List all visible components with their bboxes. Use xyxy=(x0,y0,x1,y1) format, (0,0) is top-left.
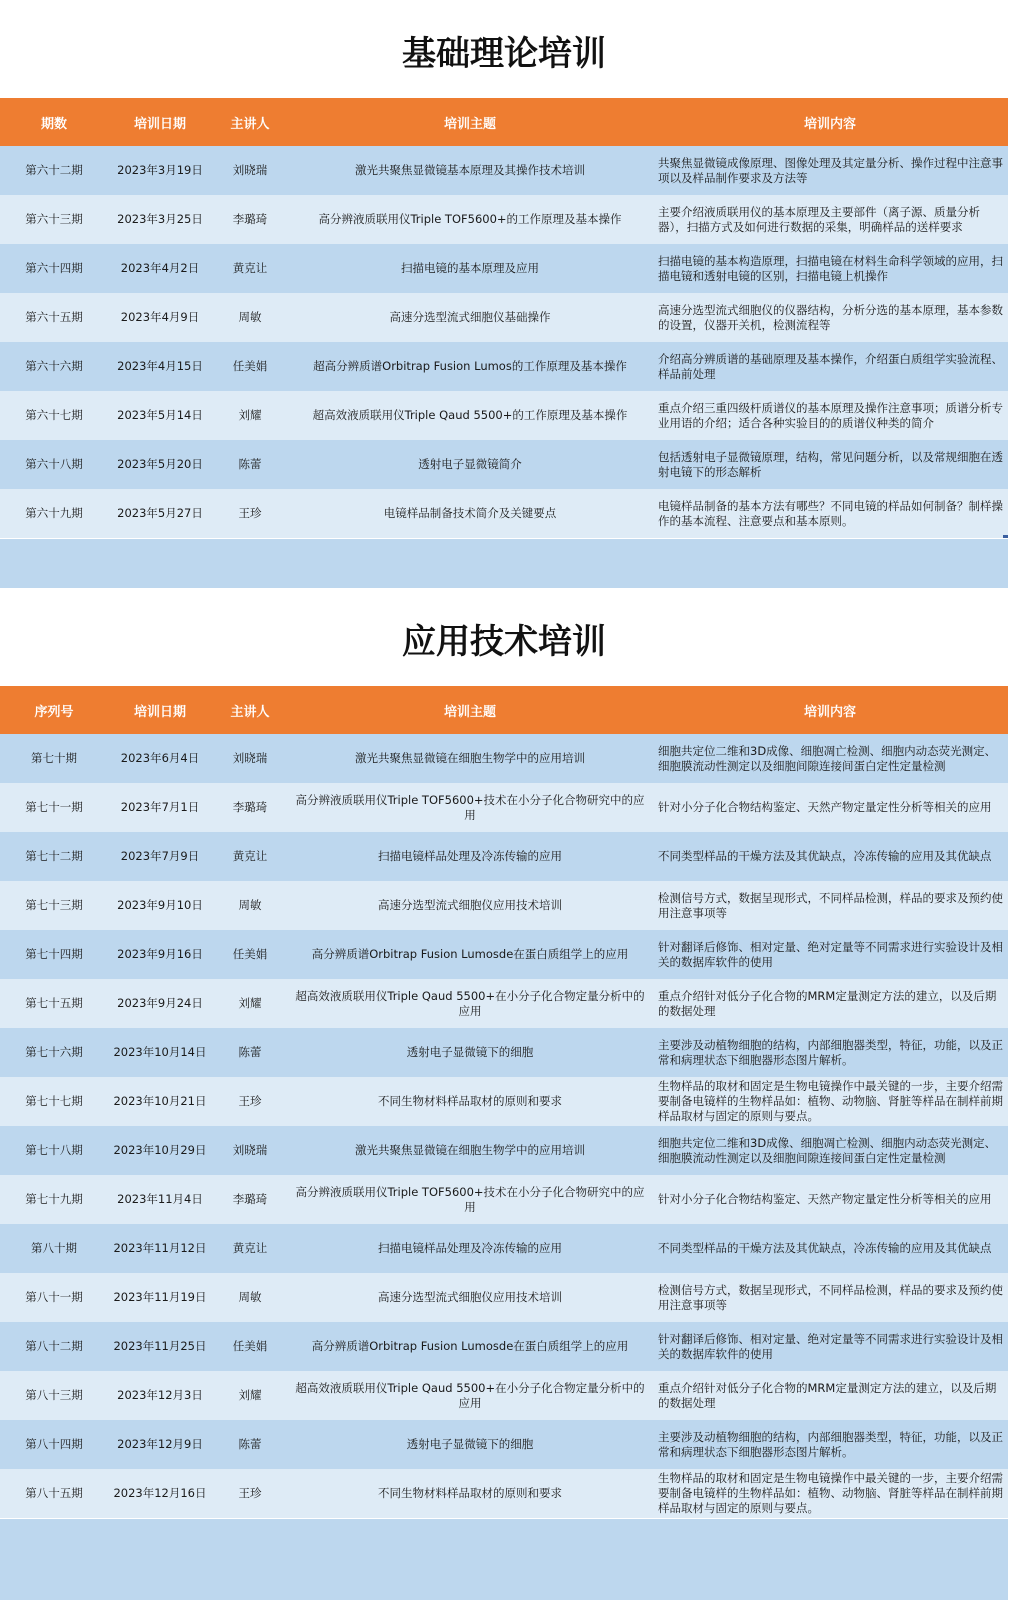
cell-content: 细胞共定位二维和3D成像、细胞凋亡检测、细胞内动态荧光测定、细胞膜流动性测定以及细胞间隙连接间蛋白定性定量检测 xyxy=(652,734,1008,783)
cell-date: 2023年9月16日 xyxy=(108,930,212,979)
cell-period: 第六十六期 xyxy=(0,342,108,391)
cell-topic: 电镜样品制备技术简介及关键要点 xyxy=(288,489,652,538)
cell-period: 第八十三期 xyxy=(0,1371,108,1420)
cell-date: 2023年10月14日 xyxy=(108,1028,212,1077)
cell-period: 第八十五期 xyxy=(0,1469,108,1518)
cell-topic: 扫描电镜的基本原理及应用 xyxy=(288,244,652,293)
cell-content: 介绍高分辨质谱的基础原理及基本操作，介绍蛋白质组学实验流程、样品前处理 xyxy=(652,342,1008,391)
cell-speaker: 刘晓瑞 xyxy=(212,734,288,783)
cell-period: 第六十四期 xyxy=(0,244,108,293)
cell-topic: 高速分选型流式细胞仪基础操作 xyxy=(288,293,652,342)
cell-speaker: 陈蕾 xyxy=(212,1028,288,1077)
cell-content: 重点介绍三重四级杆质谱仪的基本原理及操作注意事项；质谱分析专业用语的介绍；适合各种实验目的的质谱仪种类的简介 xyxy=(652,391,1008,440)
section-title-applied: 应用技术培训 xyxy=(402,622,606,662)
cell-date: 2023年11月12日 xyxy=(108,1224,212,1273)
cell-period: 第六十八期 xyxy=(0,440,108,489)
cell-content: 针对翻译后修饰、相对定量、绝对定量等不同需求进行实验设计及相关的数据库软件的使用 xyxy=(652,930,1008,979)
cell-topic: 超高分辨质谱Orbitrap Fusion Lumos的工作原理及基本操作 xyxy=(288,342,652,391)
cell-speaker: 李璐琦 xyxy=(212,1175,288,1224)
cell-date: 2023年11月19日 xyxy=(108,1273,212,1322)
cell-content: 主要涉及动植物细胞的结构，内部细胞器类型，特征，功能，以及正常和病理状态下细胞器形态图片解析。 xyxy=(652,1420,1008,1469)
cell-content: 重点介绍针对低分子化合物的MRM定量测定方法的建立，以及后期的数据处理 xyxy=(652,979,1008,1028)
table-row xyxy=(0,783,1008,832)
table-row xyxy=(0,195,1008,244)
cell-period: 第七十二期 xyxy=(0,832,108,881)
basic-training-rows xyxy=(0,146,1008,538)
cell-speaker: 王珍 xyxy=(212,489,288,538)
cell-period: 第七十一期 xyxy=(0,783,108,832)
cell-period: 第七十八期 xyxy=(0,1126,108,1175)
cell-speaker: 任美娟 xyxy=(212,342,288,391)
cell-period: 第八十一期 xyxy=(0,1273,108,1322)
cell-content: 共聚焦显微镜成像原理、图像处理及其定量分析、操作过程中注意事项以及样品制作要求及方法等 xyxy=(652,146,1008,195)
table-row xyxy=(0,391,1008,440)
cell-speaker: 刘晓瑞 xyxy=(212,1126,288,1175)
cell-speaker: 刘耀 xyxy=(212,391,288,440)
cell-date: 2023年6月4日 xyxy=(108,734,212,783)
cell-speaker: 陈蕾 xyxy=(212,1420,288,1469)
cell-date: 2023年7月1日 xyxy=(108,783,212,832)
cell-speaker: 刘耀 xyxy=(212,979,288,1028)
cell-speaker: 李璐琦 xyxy=(212,783,288,832)
table-row xyxy=(0,1469,1008,1518)
cell-date: 2023年7月9日 xyxy=(108,832,212,881)
cell-speaker: 陈蕾 xyxy=(212,440,288,489)
table-row xyxy=(0,1371,1008,1420)
cell-topic: 高速分选型流式细胞仪应用技术培训 xyxy=(288,1273,652,1322)
cell-speaker: 王珍 xyxy=(212,1077,288,1126)
cell-period: 第八十二期 xyxy=(0,1322,108,1371)
cell-speaker: 刘晓瑞 xyxy=(212,146,288,195)
cell-content: 细胞共定位二维和3D成像、细胞凋亡检测、细胞内动态荧光测定、细胞膜流动性测定以及细胞间隙连接间蛋白定性定量检测 xyxy=(652,1126,1008,1175)
cell-period: 第七十三期 xyxy=(0,881,108,930)
cell-topic: 激光共聚焦显微镜在细胞生物学中的应用培训 xyxy=(288,734,652,783)
cell-period: 第七十九期 xyxy=(0,1175,108,1224)
cell-speaker: 黄克让 xyxy=(212,1224,288,1273)
cell-speaker: 王珍 xyxy=(212,1469,288,1518)
cell-date: 2023年9月24日 xyxy=(108,979,212,1028)
cell-date: 2023年3月19日 xyxy=(108,146,212,195)
cell-topic: 扫描电镜样品处理及冷冻传输的应用 xyxy=(288,832,652,881)
cell-topic: 激光共聚焦显微镜在细胞生物学中的应用培训 xyxy=(288,1126,652,1175)
cell-speaker: 刘耀 xyxy=(212,1371,288,1420)
section-title-basic: 基础理论培训 xyxy=(402,34,606,74)
cell-topic: 激光共聚焦显微镜基本原理及其操作技术培训 xyxy=(288,146,652,195)
table-row xyxy=(0,244,1008,293)
cell-date: 2023年5月27日 xyxy=(108,489,212,538)
column-header-date: 培训日期 xyxy=(108,686,212,734)
cell-content: 主要涉及动植物细胞的结构，内部细胞器类型，特征，功能，以及正常和病理状态下细胞器形态图片解析。 xyxy=(652,1028,1008,1077)
cell-speaker: 任美娟 xyxy=(212,930,288,979)
table-row xyxy=(0,881,1008,930)
cell-date: 2023年12月3日 xyxy=(108,1371,212,1420)
cell-topic: 超高效液质联用仪Triple Qaud 5500+在小分子化合物定量分析中的应用 xyxy=(288,979,652,1028)
table-row xyxy=(0,1175,1008,1224)
cell-topic: 高分辨质谱Orbitrap Fusion Lumosde在蛋白质组学上的应用 xyxy=(288,1322,652,1371)
table-row xyxy=(0,1224,1008,1273)
cell-period: 第七十七期 xyxy=(0,1077,108,1126)
cell-date: 2023年5月20日 xyxy=(108,440,212,489)
table-row xyxy=(0,930,1008,979)
table-row xyxy=(0,1028,1008,1077)
table-header-row xyxy=(0,686,1008,734)
column-header-serial: 序列号 xyxy=(0,686,108,734)
cell-date: 2023年12月16日 xyxy=(108,1469,212,1518)
cell-speaker: 周敏 xyxy=(212,1273,288,1322)
table-row xyxy=(0,1126,1008,1175)
cell-topic: 超高效液质联用仪Triple Qaud 5500+在小分子化合物定量分析中的应用 xyxy=(288,1371,652,1420)
cell-period: 第六十五期 xyxy=(0,293,108,342)
column-header-topic: 培训主题 xyxy=(288,98,652,146)
column-header-content: 培训内容 xyxy=(652,98,1008,146)
table-row xyxy=(0,1420,1008,1469)
column-header-speaker: 主讲人 xyxy=(212,686,288,734)
cell-topic: 不同生物材料样品取材的原则和要求 xyxy=(288,1077,652,1126)
table-row xyxy=(0,1077,1008,1126)
table-footer-band xyxy=(0,539,1008,588)
cell-content: 生物样品的取材和固定是生物电镜操作中最关键的一步，主要介绍需要制备电镜样的生物样品如：植物、动物脑、肾脏等样品在制样前期样品取材与固定的原则与要点。 xyxy=(652,1077,1008,1126)
cell-period: 第七十期 xyxy=(0,734,108,783)
cell-date: 2023年3月25日 xyxy=(108,195,212,244)
cell-period: 第七十五期 xyxy=(0,979,108,1028)
cell-speaker: 任美娟 xyxy=(212,1322,288,1371)
column-header-topic: 培训主题 xyxy=(288,686,652,734)
cell-period: 第六十九期 xyxy=(0,489,108,538)
cell-topic: 透射电子显微镜下的细胞 xyxy=(288,1420,652,1469)
table-header-row xyxy=(0,98,1008,146)
cell-date: 2023年12月9日 xyxy=(108,1420,212,1469)
table-row xyxy=(0,293,1008,342)
basic-training-table xyxy=(0,98,1008,538)
cell-topic: 透射电子显微镜下的细胞 xyxy=(288,1028,652,1077)
cell-period: 第七十四期 xyxy=(0,930,108,979)
table-row xyxy=(0,342,1008,391)
column-header-content: 培训内容 xyxy=(652,686,1008,734)
cell-content: 电镜样品制备的基本方法有哪些？不同电镜的样品如何制备？制样操作的基本流程、注意要点和基本原则。 xyxy=(652,489,1008,538)
cell-speaker: 周敏 xyxy=(212,881,288,930)
cell-content: 检测信号方式，数据呈现形式，不同样品检测，样品的要求及预约使用注意事项等 xyxy=(652,881,1008,930)
cell-topic: 高分辨液质联用仪Triple TOF5600+的工作原理及基本操作 xyxy=(288,195,652,244)
cell-topic: 扫描电镜样品处理及冷冻传输的应用 xyxy=(288,1224,652,1273)
cell-speaker: 周敏 xyxy=(212,293,288,342)
cell-content: 检测信号方式，数据呈现形式，不同样品检测，样品的要求及预约使用注意事项等 xyxy=(652,1273,1008,1322)
cell-date: 2023年10月21日 xyxy=(108,1077,212,1126)
cell-period: 第六十七期 xyxy=(0,391,108,440)
cell-date: 2023年10月29日 xyxy=(108,1126,212,1175)
cell-period: 第八十四期 xyxy=(0,1420,108,1469)
applied-training-table xyxy=(0,686,1008,1518)
cell-content: 针对翻译后修饰、相对定量、绝对定量等不同需求进行实验设计及相关的数据库软件的使用 xyxy=(652,1322,1008,1371)
table-row xyxy=(0,489,1008,538)
cell-date: 2023年4月9日 xyxy=(108,293,212,342)
table-row xyxy=(0,440,1008,489)
cell-speaker: 黄克让 xyxy=(212,244,288,293)
table-row xyxy=(0,832,1008,881)
column-header-speaker: 主讲人 xyxy=(212,98,288,146)
cell-speaker: 黄克让 xyxy=(212,832,288,881)
cell-topic: 高分辨液质联用仪Triple TOF5600+技术在小分子化合物研究中的应用 xyxy=(288,783,652,832)
cell-date: 2023年11月25日 xyxy=(108,1322,212,1371)
cell-topic: 超高效液质联用仪Triple Qaud 5500+的工作原理及基本操作 xyxy=(288,391,652,440)
table-row xyxy=(0,1322,1008,1371)
cell-content: 高速分选型流式细胞仪的仪器结构，分析分选的基本原理，基本参数的设置，仪器开关机，检测流程等 xyxy=(652,293,1008,342)
table-row xyxy=(0,1273,1008,1322)
cell-content: 扫描电镜的基本构造原理，扫描电镜在材料生命科学领域的应用，扫描电镜和透射电镜的区别，扫描电镜上机操作 xyxy=(652,244,1008,293)
cell-topic: 高分辨质谱Orbitrap Fusion Lumosde在蛋白质组学上的应用 xyxy=(288,930,652,979)
cell-topic: 高分辨液质联用仪Triple TOF5600+技术在小分子化合物研究中的应用 xyxy=(288,1175,652,1224)
cell-date: 2023年5月14日 xyxy=(108,391,212,440)
column-header-date: 培训日期 xyxy=(108,98,212,146)
cell-content: 生物样品的取材和固定是生物电镜操作中最关键的一步，主要介绍需要制备电镜样的生物样品如：植物、动物脑、肾脏等样品在制样前期样品取材与固定的原则与要点。 xyxy=(652,1469,1008,1518)
cell-content: 重点介绍针对低分子化合物的MRM定量测定方法的建立，以及后期的数据处理 xyxy=(652,1371,1008,1420)
cell-content: 不同类型样品的干燥方法及其优缺点，冷冻传输的应用及其优缺点 xyxy=(652,832,1008,881)
cell-topic: 高速分选型流式细胞仪应用技术培训 xyxy=(288,881,652,930)
cell-content: 不同类型样品的干燥方法及其优缺点，冷冻传输的应用及其优缺点 xyxy=(652,1224,1008,1273)
cell-content: 包括透射电子显微镜原理，结构，常见问题分析，以及常规细胞在透射电镜下的形态解析 xyxy=(652,440,1008,489)
cell-period: 第八十期 xyxy=(0,1224,108,1273)
applied-training-rows xyxy=(0,734,1008,1518)
cell-date: 2023年4月15日 xyxy=(108,342,212,391)
cell-date: 2023年11月4日 xyxy=(108,1175,212,1224)
table-footer-band xyxy=(0,1519,1008,1600)
cell-content: 主要介绍液质联用仪的基本原理及主要部件（离子源、质量分析器），扫描方式及如何进行数据的采集，明确样品的送样要求 xyxy=(652,195,1008,244)
cell-topic: 透射电子显微镜简介 xyxy=(288,440,652,489)
cell-speaker: 李璐琦 xyxy=(212,195,288,244)
cell-period: 第六十二期 xyxy=(0,146,108,195)
cell-date: 2023年9月10日 xyxy=(108,881,212,930)
cell-period: 第七十六期 xyxy=(0,1028,108,1077)
cell-period: 第六十三期 xyxy=(0,195,108,244)
cell-corner-marker xyxy=(1003,535,1008,538)
cell-topic: 不同生物材料样品取材的原则和要求 xyxy=(288,1469,652,1518)
table-row xyxy=(0,979,1008,1028)
cell-content: 针对小分子化合物结构鉴定、天然产物定量定性分析等相关的应用 xyxy=(652,1175,1008,1224)
cell-date: 2023年4月2日 xyxy=(108,244,212,293)
cell-content: 针对小分子化合物结构鉴定、天然产物定量定性分析等相关的应用 xyxy=(652,783,1008,832)
column-header-period: 期数 xyxy=(0,98,108,146)
table-row xyxy=(0,734,1008,783)
table-row xyxy=(0,146,1008,195)
